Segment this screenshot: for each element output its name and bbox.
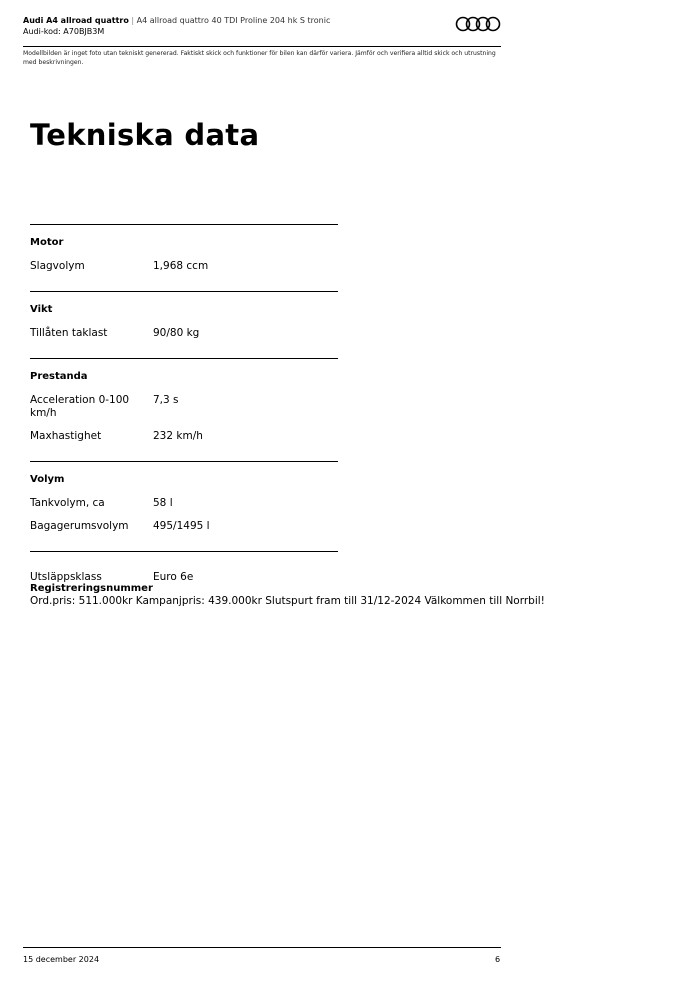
spec-label: Bagagerumsvolym: [30, 520, 129, 532]
disclaimer-text: Modellbilden är inget foto utan tekniskt genererad. Faktiskt skick och funktioner för bilen kan därför variera. Jämför och verifiera alltid skick och utrustning med beskrivningen.: [23, 50, 496, 66]
spec-label: Tankvolym, ca: [30, 497, 105, 509]
spec-group-title: Vikt: [30, 304, 53, 315]
spec-group-volym: [30, 462, 338, 551]
spec-label: Utsläppsklass: [30, 571, 102, 583]
spec-row: [30, 520, 338, 533]
spec-value: Euro 6e: [153, 571, 194, 583]
spec-row: [30, 327, 338, 340]
spec-table: [30, 224, 338, 594]
page-number: 6: [495, 955, 501, 964]
spec-row: [30, 430, 338, 443]
spec-emission: [30, 552, 338, 584]
audi-rings-logo-icon: [455, 16, 501, 32]
registration-title: Registreringsnummer: [30, 583, 153, 594]
spec-label: Maxhastighet: [30, 430, 102, 442]
registration-section: [30, 582, 545, 608]
spec-group-motor: [30, 225, 338, 291]
spec-row: [30, 394, 338, 420]
header-audi-code: Audi-kod: A70BJB3M: [23, 27, 105, 36]
spec-group-title: Prestanda: [30, 371, 88, 382]
page-title: Tekniska data: [30, 118, 260, 152]
spec-value: 495/1495 l: [153, 520, 210, 532]
header-model-name: Audi A4 allroad quattro: [23, 16, 129, 25]
header-separator: |: [131, 16, 135, 25]
spec-value: 232 km/h: [153, 430, 203, 442]
spec-label: Acceleration 0-100 km/h: [30, 394, 130, 419]
header-model-line: [23, 16, 330, 25]
spec-label: Tillåten taklast: [30, 327, 108, 339]
spec-value: 1,968 ccm: [153, 260, 209, 272]
spec-row: [30, 497, 338, 510]
spec-value: 90/80 kg: [153, 327, 200, 339]
footer-date: 15 december 2024: [23, 955, 100, 964]
spec-group-title: Volym: [30, 474, 65, 485]
spec-value: 7,3 s: [153, 394, 179, 406]
spec-row: [30, 260, 338, 273]
footer-divider: [23, 947, 501, 948]
spec-group-title: Motor: [30, 237, 64, 248]
spec-group-vikt: [30, 292, 338, 358]
spec-group-prestanda: [30, 359, 338, 461]
spec-value: 58 l: [153, 497, 173, 509]
spec-label: Slagvolym: [30, 260, 85, 272]
header-model-detail: A4 allroad quattro 40 TDI Proline 204 hk S tronic: [136, 16, 331, 25]
header-divider: [23, 46, 501, 47]
registration-text: Ord.pris: 511.000kr Kampanjpris: 439.000kr Slutspurt fram till 31/12-2024 Välkommen till Norrbil!: [30, 595, 545, 607]
